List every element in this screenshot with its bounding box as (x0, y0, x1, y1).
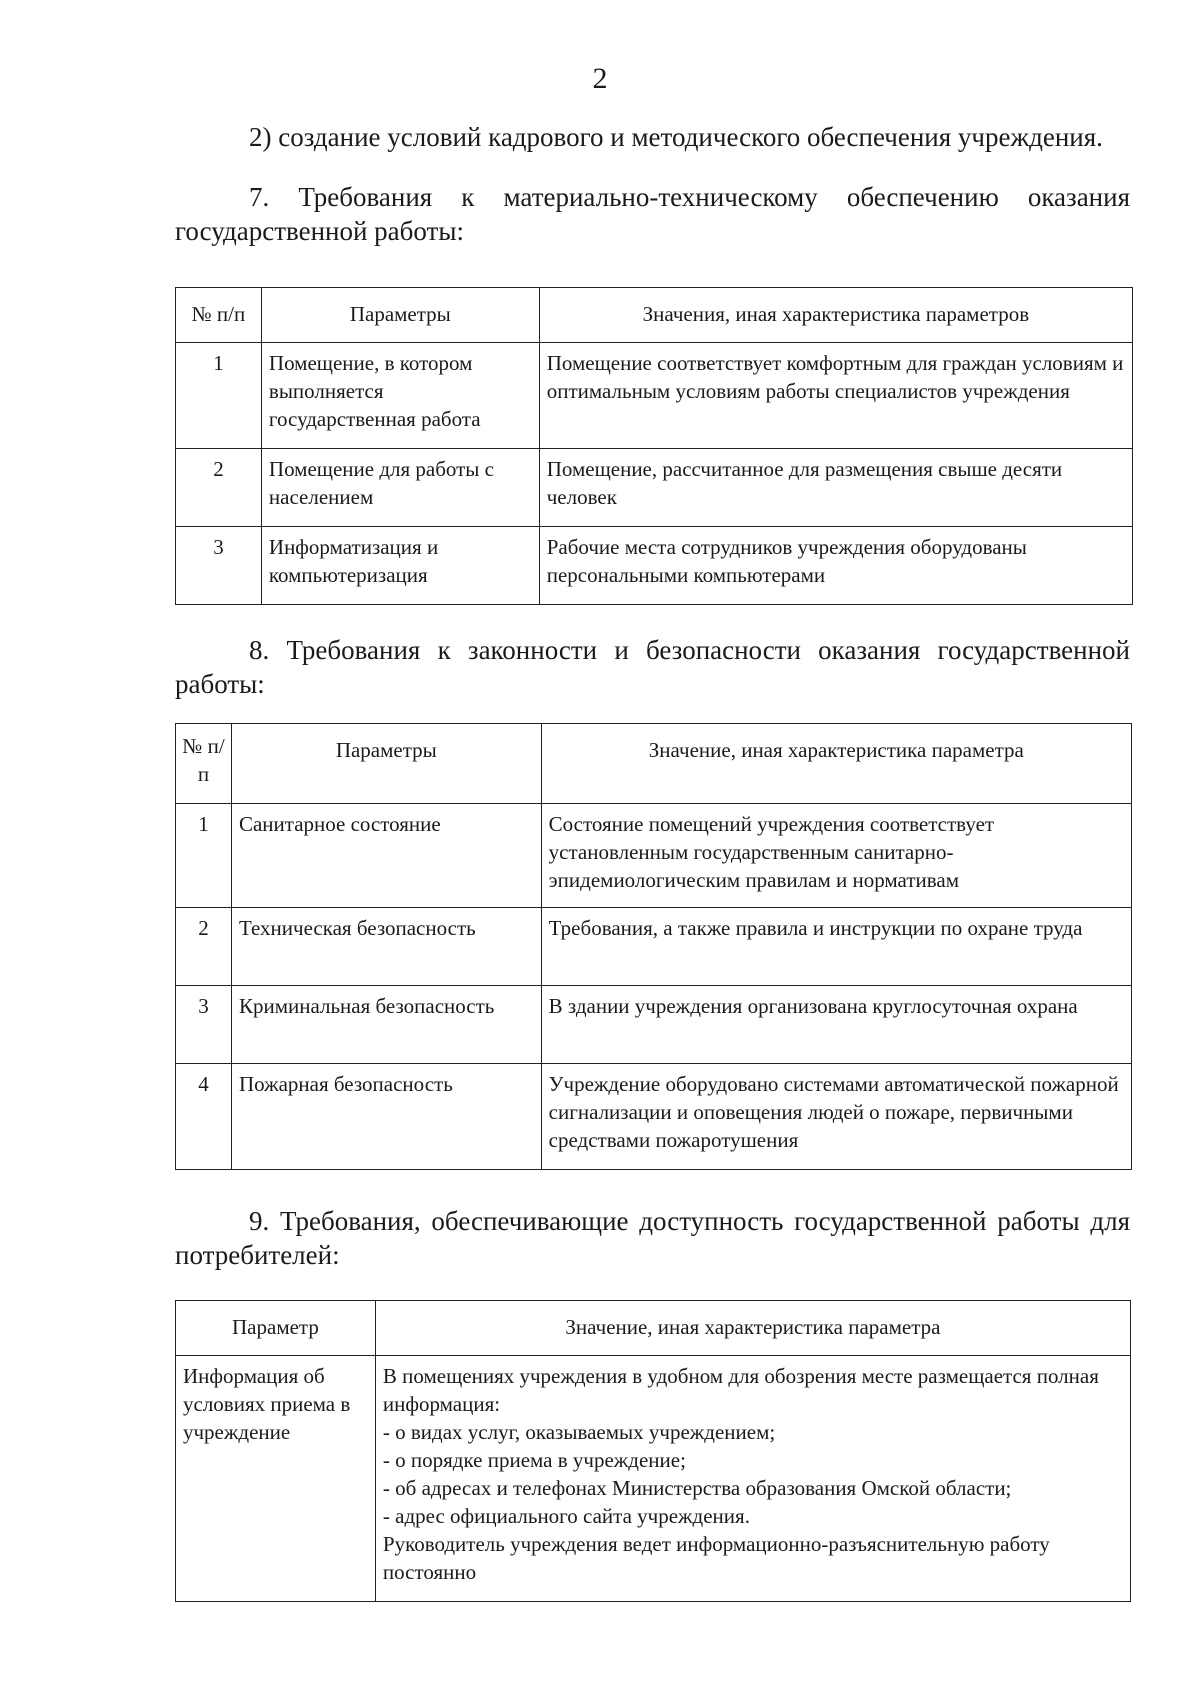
table-row (176, 527, 1133, 605)
table-row (176, 1064, 1132, 1170)
row-parameter: Санитарное состояние (231, 804, 541, 908)
info-line: Руководитель учреждения ведет информационно-разъяснительную работу постоянно (382, 1532, 1050, 1584)
row-parameter: Криминальная безопасность (231, 986, 541, 1064)
column-header-number: № п/п (176, 724, 232, 804)
column-header-number: № п/п (176, 288, 262, 343)
row-value: Требования, а также правила и инструкции по охране труда (541, 908, 1131, 986)
section-8-table (175, 723, 1132, 1170)
row-parameter: Помещение для работы с населением (261, 449, 539, 527)
section-6-item-2-text: 2) создание условий кадрового и методического обеспечения учреждения. (249, 122, 1103, 152)
row-number: 3 (176, 986, 232, 1064)
section-6-item-2 (175, 120, 1130, 154)
section-7-table (175, 287, 1133, 605)
row-number: 2 (176, 449, 262, 527)
info-line: - о видах услуг, оказываемых учреждением; (382, 1420, 776, 1444)
row-number: 3 (176, 527, 262, 605)
page-number: 2 (592, 62, 608, 95)
column-header-parameter: Параметр (176, 1301, 376, 1356)
row-number: 1 (176, 804, 232, 908)
table-row (176, 908, 1132, 986)
row-parameter: Пожарная безопасность (231, 1064, 541, 1170)
row-value: Помещение соответствует комфортным для граждан условиям и оптимальным условиям работы специалистов учреждения (539, 343, 1132, 449)
table-row (176, 804, 1132, 908)
info-line: В помещениях учреждения в удобном для обозрения месте размещается полная информация: (382, 1364, 1099, 1416)
table-row (176, 449, 1133, 527)
row-value (375, 1356, 1130, 1602)
table-header-row (176, 724, 1132, 804)
section-8-heading-text: 8. Требования к законности и безопасности оказания государственной работы: (175, 635, 1130, 699)
column-header-values: Значение, иная характеристика параметра (541, 724, 1131, 804)
column-header-parameters: Параметры (231, 724, 541, 804)
section-7-heading-text: 7. Требования к материально-техническому обеспечению оказания государственной работы: (175, 182, 1130, 246)
section-8-heading (175, 633, 1130, 701)
info-line: - о порядке приема в учреждение; (382, 1448, 686, 1472)
column-header-parameters: Параметры (261, 288, 539, 343)
table-header-row (176, 288, 1133, 343)
row-value: В здании учреждения организована круглосуточная охрана (541, 986, 1131, 1064)
section-9-table (175, 1300, 1131, 1602)
row-parameter: Помещение, в котором выполняется государственная работа (261, 343, 539, 449)
section-9-heading-text: 9. Требования, обеспечивающие доступность государственной работы для потребителей: (175, 1206, 1130, 1270)
column-header-values: Значения, иная характеристика параметров (539, 288, 1132, 343)
table-row (176, 1356, 1131, 1602)
row-value: Помещение, рассчитанное для размещения свыше десяти человек (539, 449, 1132, 527)
section-9-heading (175, 1204, 1130, 1272)
row-number: 1 (176, 343, 262, 449)
info-line: - адрес официального сайта учреждения. (382, 1504, 750, 1528)
row-parameter: Информатизация и компьютеризация (261, 527, 539, 605)
row-value: Рабочие места сотрудников учреждения оборудованы персональными компьютерами (539, 527, 1132, 605)
column-header-value: Значение, иная характеристика параметра (375, 1301, 1130, 1356)
table-row (176, 343, 1133, 449)
info-line: - об адресах и телефонах Министерства образования Омской области; (382, 1476, 1012, 1500)
section-7-heading (175, 180, 1130, 248)
row-parameter: Техническая безопасность (231, 908, 541, 986)
row-value: Состояние помещений учреждения соответствует установленным государственным санитарно-эпидемиологическим правилам и нормативам (541, 804, 1131, 908)
table-row (176, 986, 1132, 1064)
row-value: Учреждение оборудовано системами автоматической пожарной сигнализации и оповещения людей о пожаре, первичными средствами пожаротушения (541, 1064, 1131, 1170)
row-parameter: Информация об условиях приема в учреждение (176, 1356, 376, 1602)
table-header-row (176, 1301, 1131, 1356)
row-number: 4 (176, 1064, 232, 1170)
row-number: 2 (176, 908, 232, 986)
